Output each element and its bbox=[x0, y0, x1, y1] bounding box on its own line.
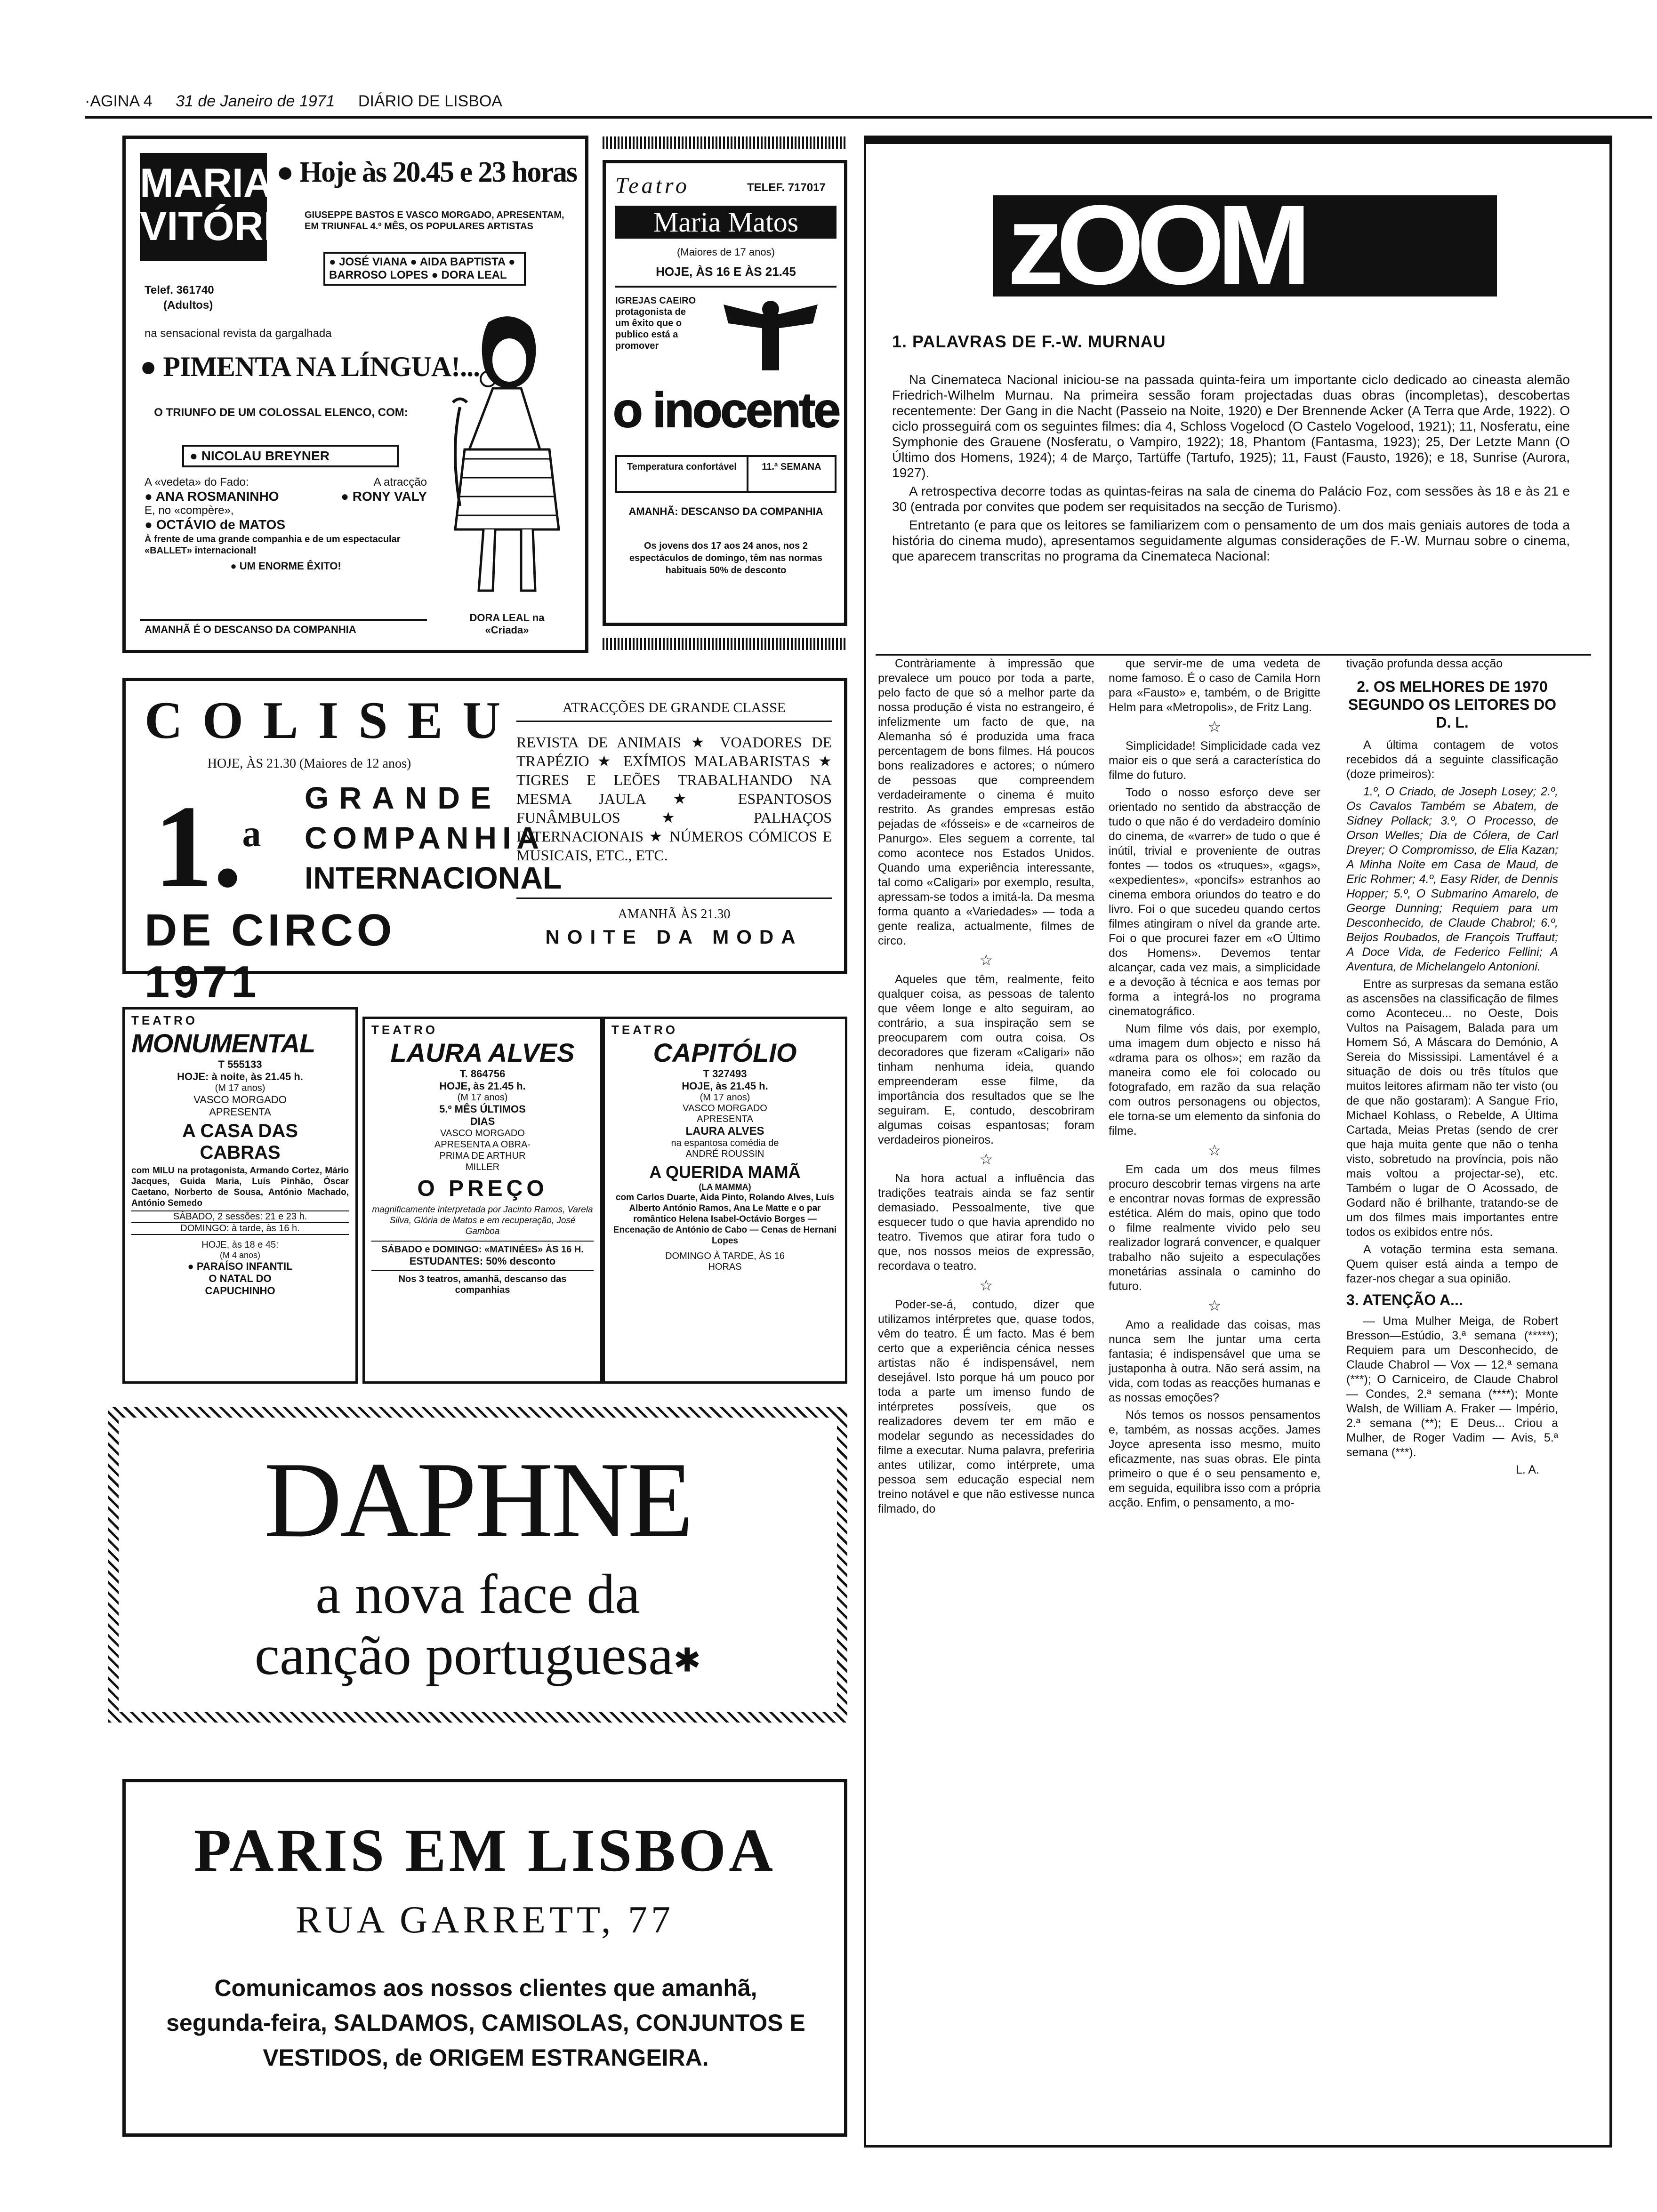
laura-alves-cast: magnificamente interpretada por Jacinto Ramos, Varela Silva, Glória de Matos e em recuperação, José Gamboa bbox=[372, 1205, 593, 1236]
monumental-age: (M 17 anos) bbox=[215, 1083, 265, 1093]
laura-alves-phone: T. 864756 bbox=[459, 1068, 506, 1080]
paraiso-age: (M 4 anos) bbox=[219, 1250, 261, 1260]
s1-title: 1. PALAVRAS DE F.-W. MURNAU bbox=[892, 332, 1166, 351]
laura-alves-show: O PREÇO bbox=[417, 1176, 548, 1201]
coliseu-moda: NOITE DA MODA bbox=[545, 926, 803, 948]
temperature-label: Temperatura confortável bbox=[617, 457, 748, 491]
paris-ad bbox=[122, 1779, 847, 2137]
maria-vitoria-ad bbox=[122, 136, 588, 653]
s2-paragraph-3: Entre as surpresas da semana estão as ascensões na classificação de filmes como Aconteceu... no Oeste, Dois Vultos na Paisagem, Balada para um Homem Só, A Máscara do Demónio, A Sereia do Mississipi. Lamentável é a situação de dois ou três títulos que muitos leitores afirmam não ter visto (ou de que não gostaram): A Sangue Frio, Michael Kohlass, o Rebelde, A Última Cartada, Meias Pretas (sendo de crer que haja muita gente que não o tenha visto, sobretudo na província, pois não mais voltou a projectar-se), etc. Também o lugar de O Acossado, de Godard não é brilhante, tratando-se de um dos filmes mais importantes entre todos os exibidos entre nós. bbox=[1346, 978, 1558, 1239]
s2-paragraph-2: 1.º, O Criado, de Joseph Losey; 2.º, Os Cavalos Também se Abatem, de Sidney Pollack; 3.º, O Processo, de Orson Welles; Dia de Cólera, de Carl Dreyer; O Compromisso, de Elia Kazan; A Minha Noite em Casa de Maud, de Eric Rohmer; 4.º, Easy Rider, de Dennis Hopper; 5.º, O Submarino Amarelo, de George Dunning; Requiem para um Desconhecido, de Claude Chabrol; 6.º, Beijos Roubados, de François Truffaut; A Doce Vida, de Federico Fellini; A Aventura, de Michelangelo Antonioni. bbox=[1346, 785, 1558, 973]
dora-leal-illustration bbox=[432, 308, 573, 609]
s2-paragraph-4: A votação termina esta semana. Quem quiser está ainda a tempo de fazer-nos chegar a sua opinião. bbox=[1346, 1243, 1558, 1285]
capitolio-name: CAPITÓLIO bbox=[653, 1038, 797, 1067]
star-icon: ☆ bbox=[979, 1151, 993, 1168]
monumental-time: HOJE: à noite, às 21.45 h. bbox=[177, 1071, 303, 1082]
capitolio-show: A QUERIDA MAMÃ bbox=[649, 1162, 801, 1182]
column-rule bbox=[876, 654, 1591, 656]
maria-matos-teatro: Teatro bbox=[615, 173, 690, 198]
maria-vitoria-logo bbox=[140, 153, 304, 261]
c2-paragraph: Simplicidade! Simplicidade cada vez maior eis o que será a característica do filme do futuro. bbox=[1109, 739, 1320, 782]
s1-intro bbox=[892, 372, 1570, 567]
c2-paragraph: Nós temos os nossos pensamentos e, também, as nossas acções. James Joyce apresenta isso mesmo, muito eficazmente, nas suas obras. Ele pinta primeiro o que é o seu pensamento e, em seguida, equilibra isso com a própria acção. Enfim, o pensamento, a mo- bbox=[1109, 1409, 1320, 1509]
zoom-logo-box bbox=[993, 182, 1497, 308]
daphne-ad bbox=[108, 1407, 847, 1723]
monumental-show: A CASA DAS CABRAS bbox=[182, 1121, 298, 1163]
illustration-caption: DORA LEAL na «Criada» bbox=[469, 612, 545, 636]
s3-title: 3. ATENÇÃO A... bbox=[1346, 1291, 1463, 1308]
daphne-line1: a nova face da bbox=[315, 1563, 640, 1625]
laura-alves-students: ESTUDANTES: 50% desconto bbox=[371, 1255, 594, 1271]
s3-paragraph-1: — Uma Mulher Meiga, de Robert Bresson—Estúdio, 3.ª semana (*****); Requiem para um Desconhecido, de Claude Chabrol — Vox — 12.ª semana (***); O Carniceiro, de Claude Chabrol — Condes, 2.ª semana (****); Monte Walsh, de William A. Fraker — Império, 2.ª semana (**); E Deus... Criou a Mulher, de Roger Vadim — Avis, 5.ª semana (***). bbox=[1346, 1314, 1558, 1459]
star-icon: ☆ bbox=[1207, 1297, 1222, 1314]
star-icon: ☆ bbox=[1207, 718, 1222, 735]
week-label: 11.ª SEMANA bbox=[762, 462, 821, 472]
maria-vitoria-star: ● NICOLAU BREYNER bbox=[182, 445, 399, 467]
attraction-label: A atracção bbox=[373, 476, 427, 489]
actor-silhouette bbox=[724, 295, 818, 370]
coliseu-internacional: INTERNACIONAL bbox=[305, 860, 562, 895]
capitolio-sun: DOMINGO À TARDE, ÀS 16 HORAS bbox=[665, 1251, 785, 1272]
laura-alves-age: (M 17 anos) bbox=[457, 1092, 508, 1103]
coliseu-companhia: COMPANHIA bbox=[305, 820, 545, 855]
capitolio-time: HOJE, às 21.45 h. bbox=[682, 1080, 768, 1092]
maria-vitoria-show: ● PIMENTA NA LÍNGUA!... bbox=[140, 351, 480, 382]
maria-vitoria-triumph: O TRIUNFO DE UM COLOSSAL ELENCO, COM: bbox=[154, 406, 408, 419]
monumental-teatro: TEATRO bbox=[131, 1013, 198, 1027]
laura-alves-note: Nos 3 teatros, amanhã, descanso das companhias bbox=[398, 1274, 567, 1295]
maria-vitoria-phone: Telef. 361740 bbox=[145, 284, 214, 297]
coliseu-circo: DE CIRCO 1971 bbox=[145, 905, 396, 1007]
capitolio-teatro: TEATRO bbox=[611, 1023, 678, 1037]
c1-paragraph: Na hora actual a influência das tradições teatrais ainda se faz sentir demasiado. Pessoalmente, tive que esquecer tudo o que havia aprendido no teatro. Tivemos que atirar fora tudo o que, nos nossos meios de expressão, recordava o teatro. bbox=[878, 1172, 1094, 1273]
maria-vitoria-presenters: GIUSEPPE BASTOS E VASCO MORGADO, APRESENTAM, EM TRIUNFAL 4.º MÊS, OS POPULARES ARTISTAS bbox=[305, 210, 564, 232]
monumental-name: MONUMENTAL bbox=[131, 1028, 315, 1058]
maria-vitoria-tomorrow: AMANHÃ É O DESCANSO DA COMPANHIA bbox=[145, 624, 356, 635]
coliseu-name: COLISEU bbox=[145, 691, 521, 750]
capitolio-comedy: na espantosa comédia de ANDRÉ ROUSSIN bbox=[671, 1138, 779, 1159]
maria-matos-phone: TELEF. 717017 bbox=[747, 181, 826, 194]
coliseu-grande: GRANDE bbox=[305, 780, 502, 815]
laura-alves-name: LAURA ALVES bbox=[390, 1038, 575, 1067]
c2-paragraph: Todo o nosso esforço deve ser orientado no sentido da abstracção de tudo o que não é do verdadeiro domínio do cinema, de «varrer» de tudo o que é inútil, trivial e proveniente de outras fontes — todos os «truques», «gags», «expedientes», «poncifs» estranhos ao cinema embora oriundos do teatro e do livro. Foi o que sucedeu quando certos filmes atingiram o nível da grande arte. Foi o que procurei fazer em «O Último dos Homens». Devemos tentar alcançar, cada vez mais, a simplicidade e a devoção à técnica e aos temas por forma a integrá-los no programa cinematográfico. bbox=[1109, 786, 1320, 1018]
c2-paragraph: Num filme vós dais, por exemplo, uma imagem dum objecto e nisso há «drama para os olhos»; em razão da maneira como ele foi colocado ou fotografado, em razão da sua relação com outros personagens ou objectos, ele torna-se um elemento da sinfonia do filme. bbox=[1109, 1022, 1320, 1138]
temperature-box bbox=[615, 455, 837, 493]
capitolio-age: (M 17 anos) bbox=[700, 1092, 750, 1103]
maria-matos-top-stripe bbox=[603, 136, 847, 149]
s2-title: 2. OS MELHORES DE 1970 SEGUNDO OS LEITORES DO D. L. bbox=[1348, 678, 1557, 731]
c1-paragraph: Contràriamente à impressão que prevalece um pouco por toda a parte, pelo facto de que só a melhor parte da nossa produção é vista no estrangeiro, é infelizmente um facto de que, na Alemanha só é produzida uma fraca percentagem de bons filmes. Há poucos bons realizadores e actores; o número de pessoas que compreendem verdadeiramente o cinema é muito restrito. As grandes empresas estão pejadas de «fósseis» e de «carneiros de Panurgo». Eles seguem a corrente, tal como acontece nos Estados Unidos. Quando uma experiência interessante, tal como «Caligari» por exemplo, resulta, apressam-se todos a imitá-la. Da mesma forma quanto a «Variedades» — toda a gente realiza, actualmente, filmes de circo. bbox=[878, 657, 1094, 947]
zoom-right-rule bbox=[1598, 136, 1612, 2148]
compere-name: ● OCTÁVIO de MATOS bbox=[145, 517, 286, 532]
maria-matos-time: HOJE, ÀS 16 E ÀS 21.45 bbox=[656, 264, 796, 279]
monumental-sat: SÁBADO, 2 sessões: 21 e 23 h. bbox=[131, 1210, 349, 1223]
ballet-line: À frente de uma grande companhia e de um espectacular «BALLET» internacional! bbox=[145, 534, 401, 556]
capitolio-cast: com Carlos Duarte, Aida Pinto, Rolando Alves, Luís Alberto António Ramos, Ana Le Matte e o par romântico Helena Isabel-Octávio Borges — Encenação de António de Cabo — Cenas de Hernani Lopes bbox=[613, 1193, 837, 1246]
daphne-line2-wrap bbox=[119, 1625, 837, 1691]
star-icon: ☆ bbox=[1207, 1142, 1222, 1159]
header-rule bbox=[85, 116, 1652, 119]
star-icon: ☆ bbox=[979, 1277, 993, 1294]
laura-alves-weekend: SÁBADO e DOMINGO: «MATINÉES» ÀS 16 H. bbox=[371, 1241, 594, 1255]
attraction-name: ● RONY VALY bbox=[341, 489, 427, 504]
maria-vitoria-bottom-rule bbox=[140, 619, 427, 621]
first-sup: a bbox=[242, 813, 261, 855]
capitolio-presenter: VASCO MORGADO APRESENTA bbox=[683, 1103, 767, 1124]
laura-alves-ad bbox=[362, 1017, 603, 1384]
maria-matos-rule bbox=[615, 286, 837, 288]
c1-paragraph: Aqueles que têm, realmente, feito qualquer coisa, as pessoas de talento que vêem longe e alto seguiram, ao contrário, a sua inspiração sem se preocuparem com outra coisa. Os decoradores que fizeram «Caligari» não tinham nenhuma ideia, quando empreenderam esse filme, da importância dos resultados que se lhe seguiram. E, contudo, descobriram algumas coisas espantosas; foram verdadeiros pioneiros. bbox=[878, 973, 1094, 1146]
page-header bbox=[85, 92, 584, 116]
asterisk-icon: ✱ bbox=[673, 1643, 701, 1679]
maria-vitoria-revue-line: na sensacional revista da gargalhada bbox=[145, 327, 332, 340]
maria-matos-students: Os jovens dos 17 aos 24 anos, nos 2 espectáculos de domingo, têm nas normas habituais 50% de desconto bbox=[629, 541, 823, 576]
coliseu-tomorrow: AMANHÃ ÀS 21.30 bbox=[618, 907, 731, 922]
issue-date: 31 de Janeiro de 1971 bbox=[176, 92, 335, 110]
logo-line-2: VITÓRIA bbox=[140, 204, 304, 249]
paraiso-show: O NATAL DO CAPUCHINHO bbox=[205, 1273, 275, 1297]
maria-matos-name: Maria Matos bbox=[615, 206, 837, 239]
laura-alves-teatro: TEATRO bbox=[371, 1023, 438, 1037]
zoom-logo: zOOM bbox=[1007, 182, 1304, 308]
coliseu-time: HOJE, ÀS 21.30 (Maiores de 12 anos) bbox=[207, 756, 411, 771]
s2-paragraph-1: A última contagem de votos recebidos dá a seguinte classificação (doze primeiros): bbox=[1346, 738, 1558, 781]
coliseu-rule bbox=[516, 898, 832, 899]
vedeta-block bbox=[145, 475, 427, 573]
c2-paragraph: Em cada um dos meus filmes procuro descobrir temas virgens na arte e encontrar novas formas de expressão estética. Além do mais, opino que todo o filme realmente vivido pelo seu realizador logrará convencer, e qualquer trabalho não sujeito a especulações monetárias assinala o caminho do futuro. bbox=[1109, 1163, 1320, 1293]
maria-vitoria-cast: ● JOSÉ VIANA ● AIDA BAPTISTA ● BARROSO LOPES ● DORA LEAL bbox=[323, 252, 526, 286]
page-number: ·AGINA 4 bbox=[85, 92, 153, 110]
monumental-presenter: VASCO MORGADO APRESENTA bbox=[193, 1094, 287, 1118]
vedeta-label: A «vedeta» do Fado: bbox=[145, 476, 249, 489]
zoom-column-1 bbox=[878, 657, 1094, 1519]
s1-paragraph-3: Entretanto (e para que os leitores se familiarizem com o pensamento de um dos mais geniais autores de toda a história do cinema mudo), apresentamos seguidamente algumas considerações de F.-W. Murnau sobre o cinema, que aparecem transcritas no programa da Cinemateca Nacional: bbox=[892, 518, 1570, 563]
paris-name: PARIS EM LISBOA bbox=[193, 1817, 776, 1884]
maria-vitoria-time: ● Hoje às 20.45 e 23 horas bbox=[276, 156, 577, 188]
laura-alves-presenter: VASCO MORGADO APRESENTA A OBRA-PRIMA DE ARTHUR MILLER bbox=[434, 1128, 531, 1172]
star-icon: ☆ bbox=[979, 952, 993, 969]
c3-lead: tivação profunda dessa acção bbox=[1346, 657, 1503, 670]
maria-vitoria-adults: (Adultos) bbox=[163, 299, 213, 312]
monumental-cast: com MILU na protagonista, Armando Cortez, Mário Jacques, Guida Maria, Luís Pinhão, Óscar Caetano, Norberto de Sousa, António Machado, António Semedo bbox=[131, 1166, 349, 1208]
success-line: ● UM ENORME ÊXITO! bbox=[230, 560, 341, 572]
coliseu-first bbox=[154, 775, 261, 912]
paris-text: Comunicamos aos nossos clientes que amanhã, segunda-feira, SALDAMOS, CAMISOLAS, CONJUNTOS E VESTIDOS, de ORIGEM ESTRANGEIRA. bbox=[166, 1975, 805, 2071]
maria-matos-bottom-stripe bbox=[603, 638, 847, 650]
daphne-name: DAPHNE bbox=[264, 1440, 692, 1560]
s1-paragraph-2: A retrospectiva decorre todas as quintas-feiras na sala de cinema do Palácio Foz, com sessões às 18 e às 21 e 30 (entrada por convites que podem ser requisitados na secção de Turismo). bbox=[892, 484, 1570, 514]
monumental-phone: T 555133 bbox=[218, 1058, 262, 1070]
maria-matos-title: o inocente bbox=[612, 383, 839, 438]
c2-paragraph: Amo a realidade das coisas, mas nunca sem lhe juntar uma certa fantasia; é indispensável que uma se justaponha à outra. Não será assim, na vida, com todas as reacções humanas e as nossas emoções? bbox=[1109, 1318, 1320, 1404]
maria-matos-age: (Maiores de 17 anos) bbox=[677, 246, 775, 258]
paris-address: RUA GARRETT, 77 bbox=[295, 1898, 675, 1941]
capitolio-ad bbox=[603, 1017, 847, 1384]
logo-line-1: MARIA bbox=[140, 160, 273, 206]
maria-matos-ad bbox=[603, 160, 847, 626]
newspaper-name: DIÁRIO DE LISBOA bbox=[358, 92, 502, 110]
maria-matos-tomorrow: AMANHÃ: DESCANSO DA COMPANHIA bbox=[628, 505, 823, 517]
zoom-column-2 bbox=[1109, 657, 1320, 1513]
coliseu-ad bbox=[122, 678, 847, 1007]
monumental-sun: DOMINGO: à tarde, às 16 h. bbox=[131, 1223, 349, 1235]
paraiso-time: HOJE, às 18 e 45: bbox=[201, 1240, 279, 1250]
s1-paragraph-1: Na Cinemateca Nacional iniciou-se na passada quinta-feira um importante ciclo dedicado ao cineasta alemão Friedrich-Wilhelm Murnau. Na primeira sessão foram projectadas duas obras (incompletas), descobertas recentemente: Der Gang in die Nacht (Passeio na Noite, 1920) e Der Brennende Acker (A Terra que Arde, 1922). O ciclo prosseguirá com os seguintes filmes: dia 4, Schloss Vogelocd (O Castelo Vogelood, 1921); 11, Nosferatu, eine Symphonie des Grauene (Nosferatu, o Vampiro, 1922); 18, Phantom (Fantasma, 1923); 25, Der Letzte Mann (O Último dos Homens, 1924); 4 de Março, Tartüffe (Tartufo, 1925); 11, Faust (Fausto, 1926); e 18, Sunrise (Aurora, 1927). bbox=[892, 372, 1570, 480]
capitolio-star: LAURA ALVES bbox=[685, 1125, 764, 1138]
daphne-line2: canção portuguesa bbox=[254, 1624, 674, 1686]
monumental-ad bbox=[122, 1007, 358, 1384]
c1-paragraph: Poder-se-á, contudo, dizer que utilizamos intérpretes que, quase todos, vêm do teatro. É um facto. Mas é bem certo que a experiência cénica nesses artistas não é indispensável, nem desejável. Isto porque há um pouco por toda a parte um imenso fundo de intérpretes possíveis, que os realizadores devem ter em mão e modelar segundo as necessidades do filme a executar. Numa palavra, preferiria antes utilizar, como intérprete, uma pessoa sem educação especial nem treino notável e que não estivesse nunca filmado, do bbox=[878, 1298, 1094, 1515]
capitolio-phone: T 327493 bbox=[703, 1068, 747, 1080]
first-number: 1. bbox=[154, 781, 242, 912]
signature: L. A. bbox=[1515, 1463, 1539, 1476]
c2-paragraph: que servir-me de uma vedeta de nome famoso. É o caso de Camila Horn para «Fausto» e, também, o de Brigitte Helm para «Metropolis», de Fritz Lang. bbox=[1109, 657, 1320, 714]
laura-alves-time: HOJE, às 21.45 h. bbox=[439, 1080, 526, 1092]
attractions-list: REVISTA DE ANIMAIS ★ VOADORES DE TRAPÉZIO ★ EXÍMIOS MALABARISTAS ★ TIGRES E LEÕES TRABALHANDO NA MESMA JAULA ★ ESPANTOSOS FUNÂMBULOS ★ PALHAÇOS INTERNACIONAIS ★ NÚMEROS CÓMICOS E MUSICAIS, ETC., ETC. bbox=[516, 734, 832, 864]
capitolio-subtitle: (LA MAMMA) bbox=[699, 1182, 751, 1192]
zoom-column-3 bbox=[1346, 657, 1558, 1477]
paraiso-name: ● PARAÍSO INFANTIL bbox=[187, 1260, 293, 1272]
vedeta-name: ● ANA ROSMANINHO bbox=[145, 489, 279, 504]
compere-label: E, no «compère», bbox=[145, 504, 234, 517]
attractions-title: ATRACÇÕES DE GRANDE CLASSE bbox=[516, 700, 832, 722]
laura-alves-month: 5.º MÊS ÚLTIMOS DIAS bbox=[439, 1103, 526, 1127]
maria-matos-blurb: IGREJAS CAEIRO protagonista de um êxito que o publico está a promover bbox=[615, 296, 696, 351]
